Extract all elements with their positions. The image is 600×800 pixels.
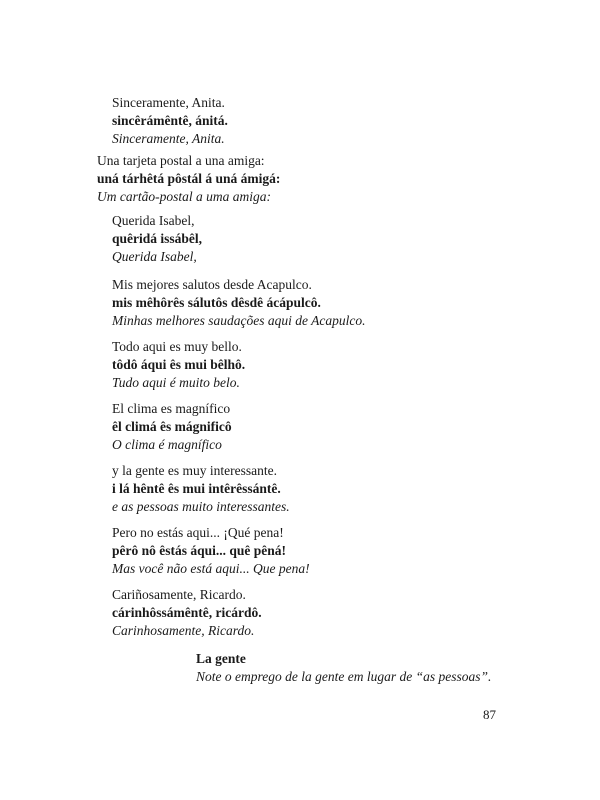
spanish-line: y la gente es muy interessante. — [112, 463, 277, 478]
salutations-block — [112, 276, 365, 330]
pronunciation-line: uná tárhêtá pôstál á uná ámigá: — [97, 171, 281, 186]
portuguese-line: e as pessoas muito interessantes. — [112, 499, 290, 514]
spanish-line: Pero no estás aqui... ¡Qué pena! — [112, 525, 284, 540]
closing-block — [112, 586, 262, 640]
portuguese-line: Minhas melhores saudações aqui de Acapulco. — [112, 313, 366, 328]
climate-block — [112, 400, 232, 454]
people-block — [112, 462, 290, 516]
spanish-line: Todo aqui es muy bello. — [112, 339, 242, 354]
pronunciation-line: êl climá ês mágnificô — [112, 419, 232, 434]
portuguese-line: Tudo aqui é muito belo. — [112, 375, 240, 390]
note-heading: La gente — [196, 651, 246, 666]
portuguese-line: Carinhosamente, Ricardo. — [112, 623, 255, 638]
pronunciation-line: quêridá issábêl, — [112, 231, 203, 246]
postcard-intro-block — [97, 152, 280, 206]
portuguese-line: Um cartão-postal a uma amiga: — [97, 189, 271, 204]
absence-block — [112, 524, 310, 578]
spanish-line: El clima es magnífico — [112, 401, 231, 416]
pronunciation-line: pêrô nô êstás áqui... quê pêná! — [112, 543, 287, 558]
portuguese-line: O clima é magnífico — [112, 437, 222, 452]
spanish-line: Mis mejores salutos desde Acapulco. — [112, 277, 312, 292]
spanish-line: Querida Isabel, — [112, 213, 195, 228]
portuguese-line: Querida Isabel, — [112, 249, 197, 264]
sign-off-block — [112, 94, 228, 148]
greeting-block — [112, 212, 202, 266]
portuguese-line: Sinceramente, Anita. — [112, 131, 225, 146]
portuguese-line: Mas você não está aqui... Que pena! — [112, 561, 310, 576]
usage-note — [196, 650, 491, 686]
pronunciation-line: cárinhôssámêntê, ricárdô. — [112, 605, 262, 620]
note-text: Note o emprego de la gente em lugar de “as pessoas”. — [196, 669, 492, 684]
spanish-line: Una tarjeta postal a una amiga: — [97, 153, 265, 168]
beauty-block — [112, 338, 245, 392]
spanish-line: Sinceramente, Anita. — [112, 95, 225, 110]
pronunciation-line: sincêrámêntê, ánitá. — [112, 113, 228, 128]
spanish-line: Cariñosamente, Ricardo. — [112, 587, 246, 602]
pronunciation-line: tôdô áqui ês mui bêlhô. — [112, 357, 246, 372]
pronunciation-line: i lá hêntê ês mui intêrêssántê. — [112, 481, 281, 496]
page-number: 87 — [483, 707, 496, 722]
pronunciation-line: mis mêhôrês sálutôs dêsdê ácápulcô. — [112, 295, 321, 310]
